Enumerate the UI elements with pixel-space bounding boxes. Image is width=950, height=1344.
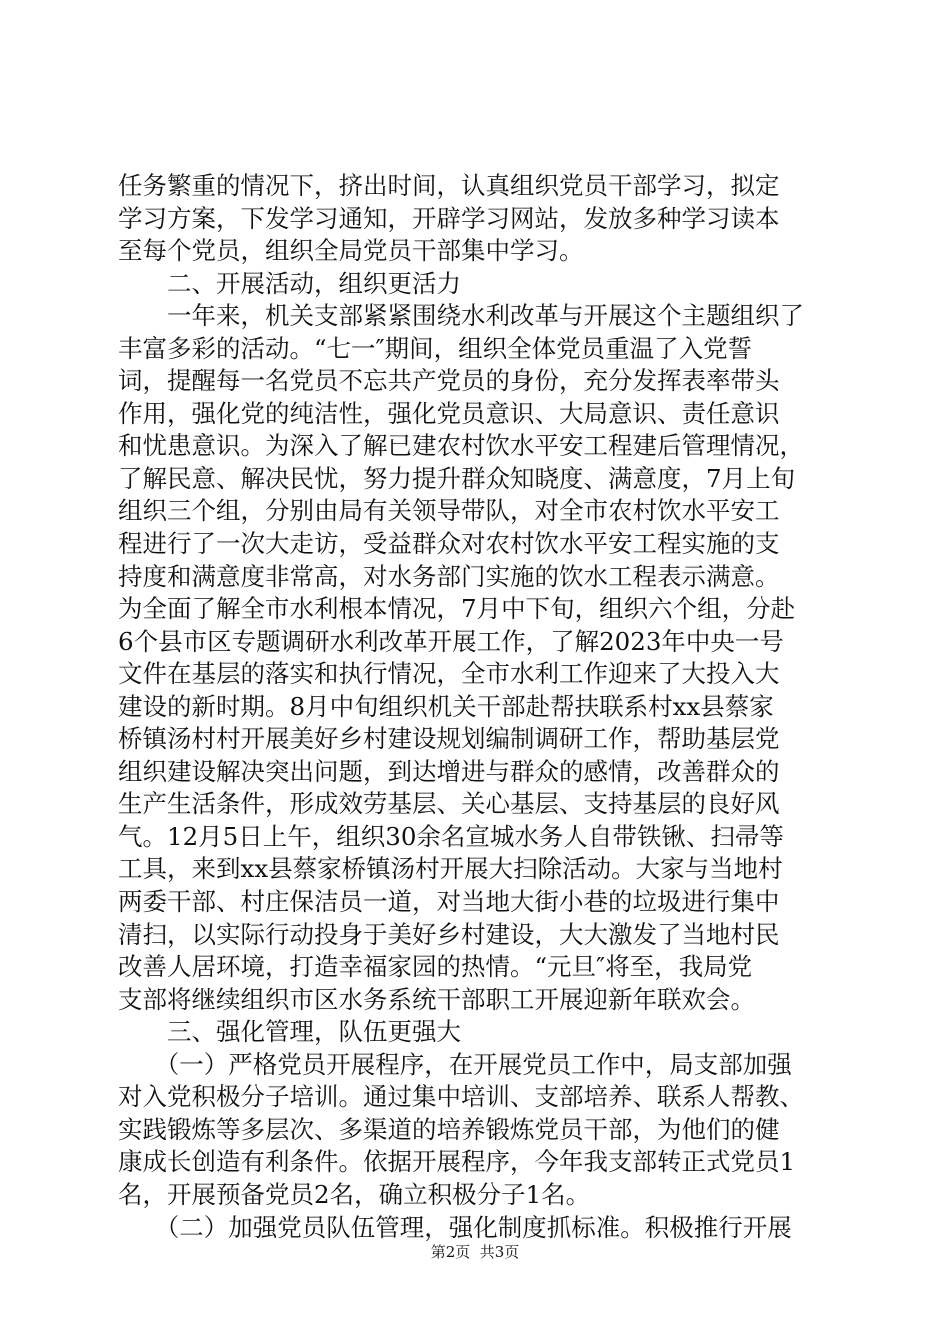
section-heading: 三、强化管理，队伍更强大	[118, 1017, 461, 1047]
text-line: 持度和满意度非常高，对水务部门实施的饮水工程表示满意。	[118, 561, 780, 591]
text-line: 了解民意、解决民忧，努力提升群众知晓度、满意度，7月上旬	[118, 463, 796, 493]
text-line: 建设的新时期。8月中旬组织机关干部赴帮扶联系村xx县蔡家	[118, 691, 774, 721]
text-line: 两委干部、村庄保洁员一道，对当地大街小巷的垃圾进行集中	[118, 887, 780, 917]
page-number-footer: 第2页 共3页	[430, 1243, 520, 1261]
text-line: 康成长创造有利条件。依据开展程序，今年我支部转正式党员1	[118, 1147, 796, 1177]
text-line: 组织三个组，分别由局有关领导带队，对全市农村饮水平安工	[118, 496, 780, 526]
text-line: 生产生活条件，形成效劳基层、关心基层、支持基层的良好风	[118, 789, 780, 819]
text-line: 改善人居环境，打造幸福家园的热情。“元旦″将至，我局党	[118, 952, 753, 982]
text-line: （一）严格党员开展程序，在开展党员工作中，局支部加强	[118, 1049, 792, 1079]
text-line: 支部将继续组织市区水务系统干部职工开展迎新年联欢会。	[118, 984, 755, 1014]
text-line: 一年来，机关支部紧紧围绕水利改革与开展这个主题组织了	[118, 301, 804, 331]
text-line: 任务繁重的情况下，挤出时间，认真组织党员干部学习，拟定	[118, 171, 780, 200]
text-line: 程进行了一次大走访，受益群众对农村饮水平安工程实施的支	[118, 529, 780, 559]
text-line: 为全面了解全市水利根本情况，7月中下旬，组织六个组，分赴	[118, 594, 796, 624]
text-line: 作用，强化党的纯洁性，强化党员意识、大局意识、责任意识	[118, 398, 780, 428]
text-line: 和忧患意识。为深入了解已建农村饮水平安工程建后管理情况，	[118, 431, 804, 461]
section-heading: 二、开展活动，组织更活力	[118, 268, 461, 298]
text-line: 词，提醒每一名党员不忘共产党员的身份，充分发挥表率带头	[118, 366, 780, 396]
text-line: 组织建设解决突出问题，到达增进与群众的感情，改善群众的	[118, 756, 780, 786]
text-line: 学习方案，下发学习通知，开辟学习网站，发放多种学习读本	[118, 203, 780, 233]
text-line: （二）加强党员队伍管理，强化制度抓标准。积极推行开展	[118, 1212, 792, 1242]
text-line: 清扫，以实际行动投身于美好乡村建设，大大激发了当地村民	[118, 919, 780, 949]
text-line: 6个县市区专题调研水利改革开展工作，了解2023年中央一号	[118, 626, 784, 656]
text-line: 桥镇汤村村开展美好乡村建设规划编制调研工作，帮助基层党	[118, 724, 780, 754]
text-line: 气。12月5日上午，组织30余名宣城水务人自带铁锹、扫帚等	[118, 821, 784, 851]
document-body	[118, 170, 842, 1244]
text-line: 丰富多彩的活动。“七一″期间，组织全体党员重温了入党誓	[118, 333, 753, 363]
text-line: 实践锻炼等多层次、多渠道的培养锻炼党员干部，为他们的健	[118, 1114, 780, 1144]
text-line: 名，开展预备党员2名，确立积极分子1名。	[118, 1179, 591, 1209]
text-line: 对入党积极分子培训。通过集中培训、支部培养、联系人帮教、	[118, 1082, 804, 1112]
text-line: 工具，来到xx县蔡家桥镇汤村开展大扫除活动。大家与当地村	[118, 854, 783, 884]
text-line: 文件在基层的落实和执行情况，全市水利工作迎来了大投入大	[118, 659, 780, 689]
text-line: 至每个党员，组织全局党员干部集中学习。	[118, 236, 584, 266]
